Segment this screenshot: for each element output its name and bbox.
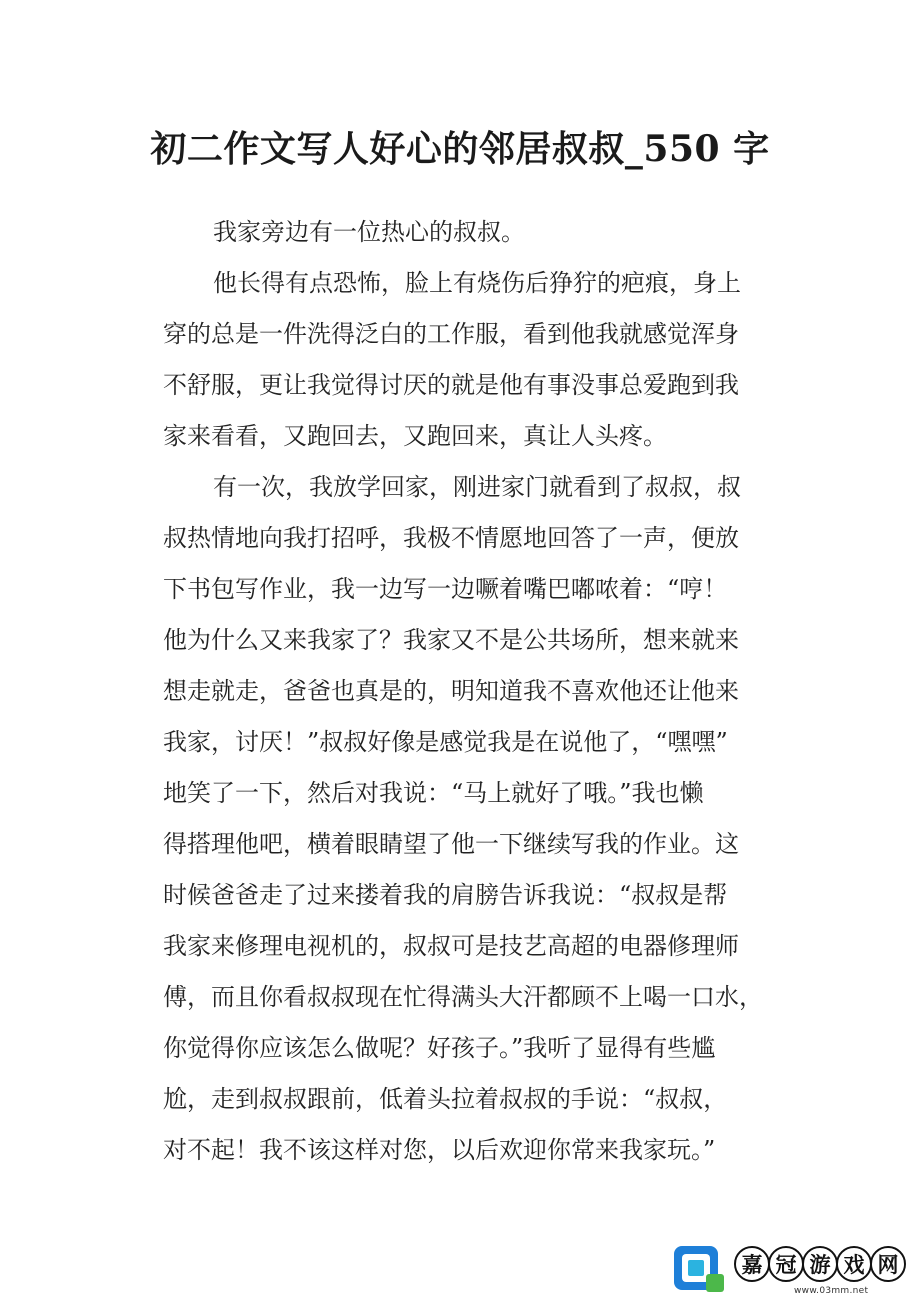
text-line: 我家，讨厌！”叔叔好像是感觉我是在说他了，“嘿嘿”	[163, 728, 728, 756]
text-line: 不舒服，更让我觉得讨厌的就是他有事没事总爱跑到我	[163, 371, 739, 399]
text-line: 地笑了一下，然后对我说：“马上就好了哦。”我也懒	[163, 779, 704, 807]
text-line: 叔热情地向我打招呼，我极不情愿地回答了一声，便放	[163, 524, 739, 552]
text-line: 得搭理他吧，横着眼睛望了他一下继续写我的作业。这	[163, 830, 739, 858]
text-line: 想走就走，爸爸也真是的，明知道我不喜欢他还让他来	[163, 677, 739, 705]
logo-corner-icon	[706, 1274, 724, 1292]
watermark-char: 戏	[836, 1246, 872, 1282]
document-title: 初二作文写人好心的邻居叔叔_550 字	[150, 128, 770, 170]
text-line: 我家来修理电视机的，叔叔可是技艺高超的电器修理师	[163, 932, 739, 960]
watermark-url: www.03mm.net	[794, 1286, 869, 1296]
watermark-char: 冠	[768, 1246, 804, 1282]
document-body	[163, 210, 763, 1179]
text-line: 下书包写作业，我一边写一边噘着嘴巴嘟哝着：“哼！	[163, 575, 728, 603]
watermark-char: 嘉	[734, 1246, 770, 1282]
logo-core-icon	[688, 1260, 704, 1276]
text-line: 时候爸爸走了过来搂着我的肩膀告诉我说：“叔叔是帮	[163, 881, 728, 909]
text-line: 我家旁边有一位热心的叔叔。	[213, 218, 525, 246]
text-line: 傅，而且你看叔叔现在忙得满头大汗都顾不上喝一口水，	[163, 983, 763, 1011]
site-watermark	[672, 1242, 912, 1298]
watermark-char: 网	[870, 1246, 906, 1282]
text-line: 家来看看，又跑回去，又跑回来，真让人头疼。	[163, 422, 667, 450]
text-line: 你觉得你应该怎么做呢？好孩子。”我听了显得有些尴	[163, 1034, 716, 1062]
text-line: 穿的总是一件洗得泛白的工作服，看到他我就感觉浑身	[163, 320, 739, 348]
text-line: 对不起！我不该这样对您，以后欢迎你常来我家玩。”	[163, 1136, 716, 1164]
watermark-chars	[734, 1246, 904, 1286]
text-line: 尬，走到叔叔跟前，低着头拉着叔叔的手说：“叔叔，	[163, 1085, 728, 1113]
text-line: 有一次，我放学回家，刚进家门就看到了叔叔，叔	[213, 473, 741, 501]
text-line: 他长得有点恐怖，脸上有烧伤后狰狞的疤痕，身上	[213, 269, 741, 297]
site-logo-icon	[672, 1244, 728, 1296]
text-line: 他为什么又来我家了？我家又不是公共场所，想来就来	[163, 626, 739, 654]
watermark-char: 游	[802, 1246, 838, 1282]
